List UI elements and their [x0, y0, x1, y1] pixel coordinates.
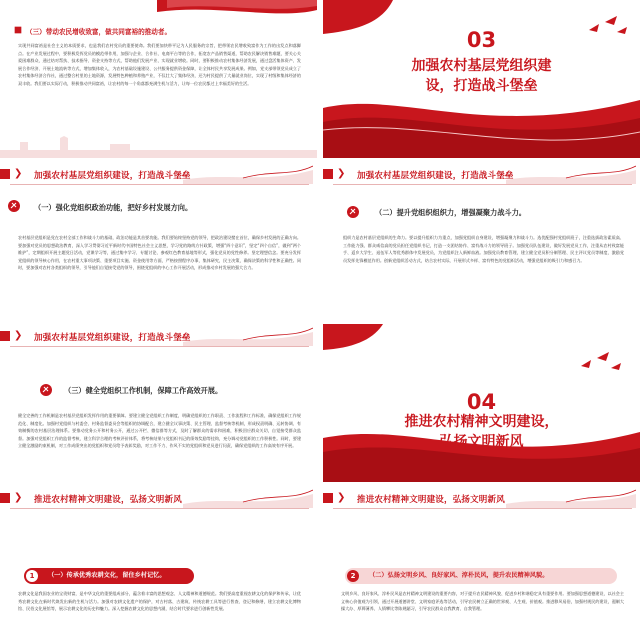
- slide-5-subtitle: （三）健全党组织工作机制，保障工作高效开展。: [64, 386, 223, 395]
- bullet-square-icon: [14, 26, 22, 34]
- header-divider: [333, 508, 632, 509]
- slide-6-section-cover[interactable]: [323, 324, 640, 482]
- header-divider: [10, 508, 309, 509]
- header-divider: [10, 184, 309, 185]
- slide-1-body: 实现共同富裕是社会主义的本质要求，也是我们农村党员的重要使命。我们要加快带平记为人民服务的宗旨，把带领农民增收致富作为工作的出发点和落脚点。在产业发展过程中，要积极发挥党员的模范带作用，加强与企业、合作社、电商平台等的合作，拓宽农产品销售渠道，帮助农民解决销售难题，要关心关爱困难群众，通过结对帮扶、技术指导、资金支持等方式，帮助他们发展产业、实现就业增收。同时，要积极推动农村集体经济发展，通过盘活集体资产、发展合作经济、开展土地流转等方式，增加集体收入，为农村基础设施建设、公共服务提供资金保障，让全体村民共享发展成果。例如，党支部带领党员成立了农村集体经济合作社，通过整合村里的土地资源，发展特色种植和养殖产业，不仅壮大了集体经济，还为村民提供了大量就业岗位，实现了村级和集体经济的双丰收。我们要以实际行动，积极推动共同富裕，让农村的每一个角落都充满生机与活力，让每一位农民都过上幸福美好的生活。: [18, 43, 301, 86]
- slide-header-title: 推进农村精神文明建设，弘扬文明新风: [34, 495, 182, 505]
- chevron-right-icon: ❯: [337, 168, 346, 179]
- point-number: 1: [26, 570, 38, 582]
- slide-7[interactable]: [0, 486, 317, 640]
- slide-4-body: 组织力是农村基层党组织的生命力。要以提升组织力为重点，加强党组织自身建设，增强凝聚力和战斗力。选优配强村党组织班子，注重选拔政治素质高、工作能力强、群众威信高的党员担任党组织书记，打造一支团结协作、富有战斗力的领导班子。加强党员队伍建设，做好发展党员工作，注重从农村致富能手、返乡大学生、退伍军人等优秀群体中发展党员，为党组织注入新鲜血液。加强党员教育管理，建立健全党员积分制管理、民主评议党员等制度，激励党员发挥先锋模范作用。创新党组织活动方式，结合农村实际，开展形式多样、富有特色的党组织活动，增强党组织的吸引力和感召力。: [343, 235, 624, 263]
- slide-8[interactable]: [323, 486, 640, 640]
- slide-5[interactable]: [0, 324, 317, 482]
- header-bar: [323, 493, 333, 503]
- header-wave-decoration: [183, 486, 313, 508]
- slide-7-body: 农耕文化是我国农业的宝贵财富，是中华文化的重要组成部分，蕴含着丰富的思想观念、人文精神和道德规范。我们要高度重视农耕文化的保护和传承，让优秀农耕文化在新时代焕发出新的生机与活力。加强对农耕文化遗产的保护，对古村落、古建筑、传统农耕工具等进行普查、登记和修缮，建立农耕文化博物馆、民俗文化展馆等，展示农耕文化的历史和魅力。深入挖掘农耕文化的思想内涵，结合时代要求进行创新性发展。: [18, 591, 301, 612]
- party-emblem-icon: [8, 200, 20, 212]
- slide-header: [323, 486, 640, 508]
- slide-header-title: 加强农村基层党组织建设，打造战斗堡垒: [357, 171, 514, 181]
- section-title-line-1: 推进农村精神文明建设，: [404, 414, 559, 430]
- point-title: （一）传承优秀农耕文化，留住乡村记忆。: [48, 572, 166, 579]
- slide-3-body: 农村基层党组织是党在农村全部工作和战斗力的基础，政治功能是其首要功能。我们要始终坚持党的领导，把政治建设摆在首位，确保乡村发展的正确方向。要加强对党员的思想政治教育，深入学习贯彻习近平新时代中国特色社会主义思想，学习党的路线方针政策，增强“四个意识”，坚定“四个自信”，做到“两个维护”，定期组织开展主题党日活动，党课学习等，通过集中学习、专题讨论、参观红色教育基地等形式，强化党员的党性修养。坚定理想信念。要充分发挥党组织的领导核心作用，在农村重大事项决策、重要项目实施、资金使用等方面，严格按照程序办事，集体研究，民主决策，确保决策的科学性和正确性。同时，要加强对农村各类组织的领导，引导他们自觉接受党的领导，围绕党组织的中心工作开展活动，形成推动乡村发展的强大合力。: [18, 235, 301, 271]
- section-number: 04: [466, 390, 497, 414]
- slide-8-body: 文明乡风、良好家风、淳朴民风是农村精神文明建设的重要内容，对于提升农民精神风貌、促进乡村和谐稳定具有重要作用。要加强思想道德建设，以社会主义核心价值观为引领，通过开展道德讲堂、文明家庭评选等活动，引导农民树立正确的世界观、人生观、价值观。推进移风易俗，加强村规民约建设，遏制大操大办、厚葬薄养、人情攀比等陈规陋习，引导农民群众自我教育、自我管理。: [341, 591, 624, 612]
- section-title-line-1: 加强农村基层党组织建: [411, 58, 552, 74]
- slide-header: [323, 162, 640, 184]
- header-divider: [333, 184, 632, 185]
- point-pill: [24, 568, 194, 584]
- slide-4-subtitle: （二）提升党组织组织力，增强凝聚力战斗力。: [375, 208, 526, 217]
- bottom-cityscape-decoration: [0, 130, 317, 158]
- slide-4[interactable]: [323, 162, 640, 320]
- section-title-line-2: 设，打造战斗堡垒: [425, 78, 538, 94]
- slide-header: [0, 486, 317, 508]
- chevron-right-icon: ❯: [14, 330, 23, 341]
- header-wave-decoration: [183, 162, 313, 184]
- header-wave-decoration: [506, 162, 636, 184]
- slide-header: [0, 162, 317, 184]
- chevron-right-icon: ❯: [14, 168, 23, 179]
- chevron-right-icon: ❯: [14, 492, 23, 503]
- header-bar: [0, 493, 10, 503]
- slide-1[interactable]: [0, 0, 317, 158]
- point-number: 2: [347, 570, 359, 582]
- header-wave-decoration: [183, 324, 313, 346]
- header-divider: [10, 346, 309, 347]
- point-pill: [345, 568, 617, 584]
- section-title-line-2: 弘扬文明新风: [439, 434, 524, 450]
- slide-3-subtitle: （一）强化党组织政治功能，把好乡村发展方向。: [34, 203, 193, 212]
- party-emblem-icon: [347, 206, 359, 218]
- party-emblem-icon: [40, 384, 52, 396]
- section-number: 03: [466, 28, 497, 52]
- point-title: （二）弘扬文明乡风、良好家风、淳朴民风，提升农民精神风貌。: [369, 572, 549, 579]
- slide-header: [0, 324, 317, 346]
- header-bar: [0, 169, 10, 179]
- slide-3[interactable]: [0, 162, 317, 320]
- slide-header-title: 加强农村基层党组织建设，打造战斗堡垒: [34, 171, 191, 181]
- slide-5-body: 健全完善的工作机制是农村基层党组织发挥作用的重要保障。要建立健全党组织工作制度，明确党组织的工作职责、工作流程和工作标准，确保党组织工作规范化、制度化。加强村党组织与村委会、村务监督委员会等组织的协调配合，建立健全议事决策、民主管理、监督考核等机制，形成权责明确、运转协调、有效制衡的农村基层治理体系。要推动党务公开和村务公开，通过公开栏、微信群等方式，及时了解群众的需求和困难，积极回应群众关切，自觉接受群众监督。加强对党组织工作的监督考核，建立科学合理的考核评价体系，将考核结果与党组织书记的绩效奖励等挂钩，充分调动党组织的工作积极性。同时，要建立健全激励约束机制，对工作成绩突出的党组织和党员给予表彰奖励，对工作不力、作风不实的党组织和党员进行问责，确保党组织的工作高效有序开展。: [18, 413, 301, 449]
- header-bar: [323, 169, 333, 179]
- slide-2-section-cover[interactable]: [323, 0, 640, 158]
- slide-header-title: 推进农村精神文明建设，弘扬文明新风: [357, 495, 505, 505]
- slide-header-title: 加强农村基层党组织建设，打造战斗堡垒: [34, 333, 191, 343]
- header-wave-decoration: [506, 486, 636, 508]
- top-wave-decoration: [157, 0, 317, 18]
- chevron-right-icon: ❯: [337, 492, 346, 503]
- doves-icon: [577, 348, 627, 376]
- slide-1-subtitle: （三）带动农民增收致富，做共同富裕的推动者。: [26, 28, 172, 36]
- header-bar: [0, 331, 10, 341]
